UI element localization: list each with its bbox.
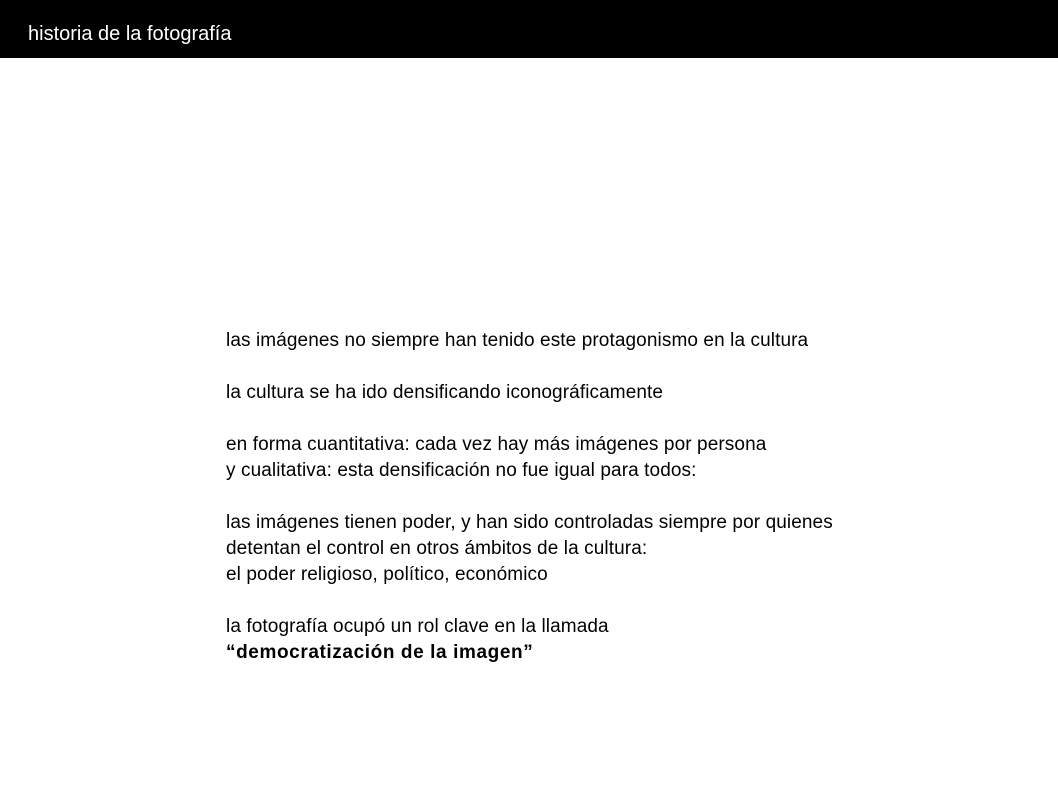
paragraph-5-line-1: la fotografía ocupó un rol clave en la llamada — [226, 616, 609, 637]
paragraph-4-line-3: el poder religioso, político, económico — [226, 564, 548, 585]
slide-body — [226, 328, 833, 666]
paragraph-gap — [226, 354, 833, 380]
paragraph-gap — [226, 484, 833, 510]
title-bar — [0, 0, 1058, 58]
paragraph-4-line-1: las imágenes tienen poder, y han sido controladas siempre por quienes — [226, 512, 833, 533]
paragraph-3-line-2: y cualitativa: esta densificación no fue igual para todos: — [226, 460, 697, 481]
paragraph-gap — [226, 406, 833, 432]
paragraph-4-line-2: detentan el control en otros ámbitos de la cultura: — [226, 538, 648, 559]
paragraph-1-line-1: las imágenes no siempre han tenido este protagonismo en la cultura — [226, 330, 809, 351]
paragraph-3-line-1: en forma cuantitativa: cada vez hay más imágenes por persona — [226, 434, 767, 455]
emphasis-phrase: “democratización de la imagen” — [226, 642, 534, 663]
paragraph-2-line-1: la cultura se ha ido densificando iconográficamente — [226, 382, 664, 403]
paragraph-gap — [226, 588, 833, 614]
slide-title: historia de la fotografía — [28, 23, 232, 45]
